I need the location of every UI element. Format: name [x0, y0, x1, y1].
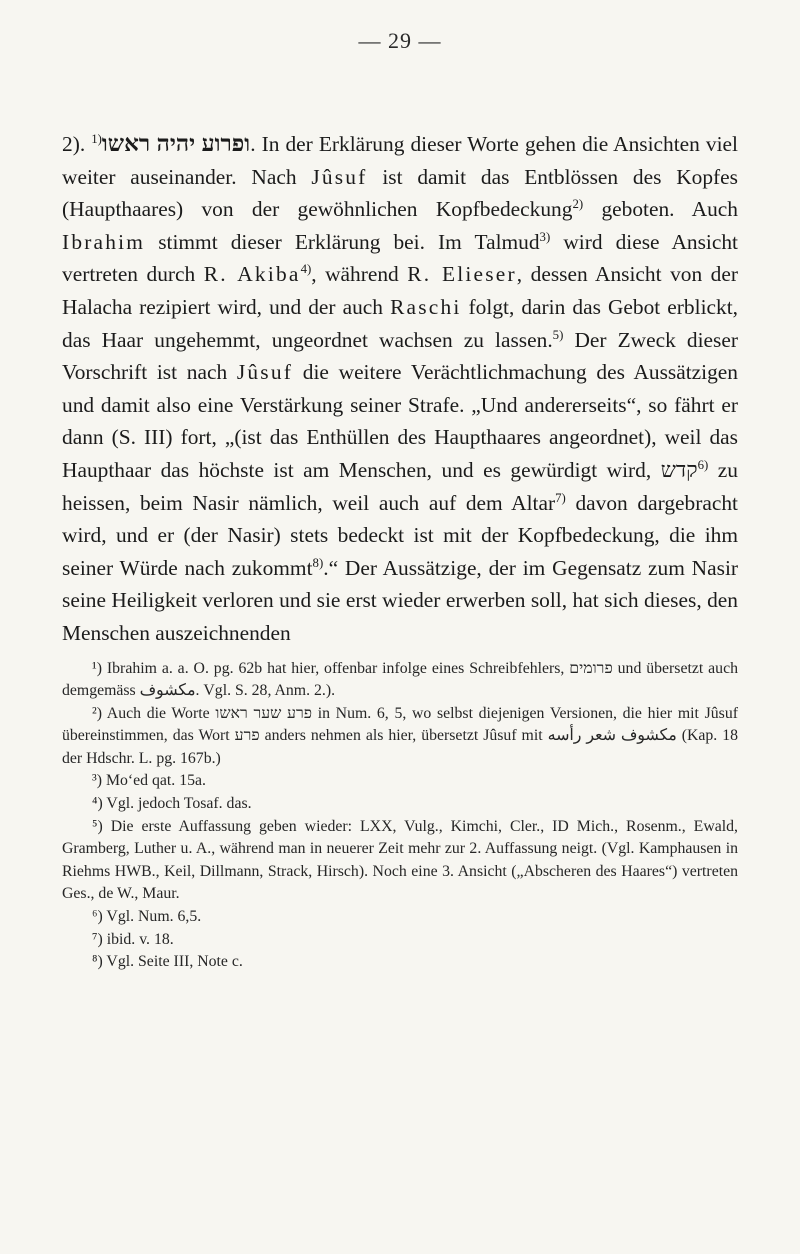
footnote-8: ⁸) Vgl. Seite III, Note c.	[92, 953, 243, 971]
text-run: . In der Erklärung dieser Worte gehen die Ansichten viel weiter auseinander. Nach	[62, 132, 738, 189]
name-raschi: Raschi	[390, 294, 462, 319]
text-run: davon dargebracht wird, und er (der Nasir) stets bedeckt ist mit der Kopfbedeckung, die ihm seiner Würde nach zukommt	[62, 490, 738, 580]
footnote-ref: 6)	[697, 457, 709, 472]
text-run: geboten. Auch	[583, 197, 738, 222]
text-run: Der Zweck dieser Vorschrift ist nach	[62, 327, 738, 385]
footnote-3: ³) Mo‘ed qat. 15a.	[92, 772, 206, 790]
text-run: .“ Der Aussätzige, der im Gegensatz zum Nasir seine Heiligkeit verloren und sie erst wieder erwerben soll, hat sich dieses, den Menschen auszeichnenden	[62, 555, 739, 645]
footnote-ref: 2)	[572, 197, 584, 212]
hebrew-heading: ופרוע יהיה ראשו	[101, 131, 251, 156]
page-number: — 29 —	[358, 28, 442, 53]
footnote-ref: 7)	[555, 490, 566, 505]
footnote-ref: 4)	[300, 262, 312, 277]
text-run: folgt, darin das Gebot erblickt, das Haar ungehemmt, ungeordnet wachsen zu lassen.	[62, 294, 738, 352]
text-run: stimmt dieser Erklärung bei. Im Talmud	[145, 229, 540, 254]
text-run: zu heissen, beim Nasir nämlich, weil auch auf dem Altar	[62, 457, 738, 515]
name-elieser: R. Elieser	[407, 262, 517, 287]
footnote-6: ⁶) Vgl. Num. 6,5.	[92, 908, 202, 926]
footnotes	[62, 658, 738, 974]
footnote-7: ⁷) ibid. v. 18.	[92, 930, 174, 948]
footnote-1: ¹) Ibrahim a. a. O. pg. 62b hat hier, offenbar infolge eines Schreibfehlers, פרומים und übersetzt auch demgemäss مكشوف. Vgl. S. 28, Anm. 2.).	[62, 659, 738, 700]
text-run: , während	[311, 262, 408, 287]
text-run: ist damit das Entblössen des Kopfes (Haupthaares) von der gewöhnlichen Kopfbedeckung	[62, 164, 739, 222]
name-jusuf: Jûsuf	[311, 164, 368, 189]
footnote-ref: 1)	[91, 131, 102, 146]
footnote-4: ⁴) Vgl. jedoch Tosaf. das.	[92, 795, 252, 813]
name-ibrahim: Ibrahim	[62, 229, 146, 254]
footnote-ref: 5)	[552, 327, 564, 342]
name-akiba: R. Akiba	[203, 262, 301, 287]
name-jusuf: Jûsuf	[236, 360, 294, 385]
footnote-2: ²) Auch die Worte פרע שער ראשו in Num. 6, 5, wo selbst diejenigen Versionen, die hier mit Jûsuf übereinstimmen, das Wort פרע anders nehmen als hier, übersetzt Jûsuf mit مكشوف شعر رأسه (Kap. 18 der Hdschr. L. pg. 167b.)	[62, 704, 738, 767]
main-paragraph	[62, 128, 738, 650]
text-run: wird diese Ansicht vertreten durch	[62, 229, 738, 287]
text-run: , dessen Ansicht von der Halacha rezipiert wird, und der auch	[62, 262, 738, 319]
footnote-ref: 3)	[539, 229, 551, 244]
footnote-5: ⁵) Die erste Auffassung geben wieder: LXX, Vulg., Kimchi, Cler., ID Mich., Rosenm., Ewald, Gramberg, Luther u. A., während man in neuerer Zeit mehr zur 2. Auffassung neigt. (Vgl. Kamphausen in Riehms HWB., Keil, Dillmann, Strack, Hirsch). Noch eine 3. Ansicht („Abscheren des Haares“) vertreten Ges., de W., Maur.	[62, 817, 738, 903]
section-number: 2).	[62, 132, 86, 156]
hebrew-word: קדש	[660, 457, 698, 482]
footnote-ref: 8)	[312, 555, 324, 570]
text-run: die weitere Verächtlichmachung des Aussätzigen und damit also eine Verstärkung seiner Strafe. „Und andererseits“, so fährt er dann (S. III) fort, „(ist das Enthüllen des Haupthaares angeordnet), weil das Haupthaar das höchste ist am Menschen, und es gewürdigt wird,	[62, 360, 738, 482]
